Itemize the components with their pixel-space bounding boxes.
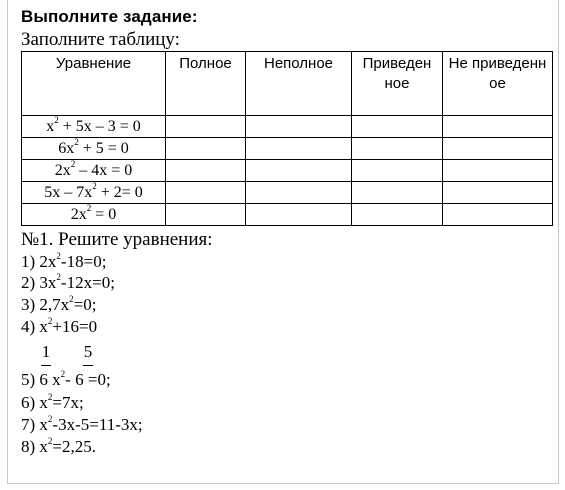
equation-cell: $6x^2 + 5 = 0$ xyxy=(22,138,166,160)
answer-cell[interactable] xyxy=(246,160,352,182)
answer-cell[interactable] xyxy=(246,182,352,204)
answer-cell[interactable] xyxy=(443,116,553,138)
header-equation: Уравнение xyxy=(22,52,166,116)
equation-cell: $2x^2 = 0$ xyxy=(22,204,166,226)
table-row xyxy=(22,138,553,160)
answer-cell[interactable] xyxy=(352,138,443,160)
answer-cell[interactable] xyxy=(166,138,246,160)
answer-cell[interactable] xyxy=(166,204,246,226)
header-incomplete: Неполное xyxy=(246,52,352,116)
equation-item: 5) 6 $x^2-$ 6 =0; xyxy=(21,369,111,389)
answer-cell[interactable] xyxy=(443,182,553,204)
equation-item: 4) $x^2+16=0$ xyxy=(21,316,98,336)
equation-cell: $x^2 + 5x - 3 = 0$ xyxy=(22,116,166,138)
answer-cell[interactable] xyxy=(352,182,443,204)
equation-item: 6) $x^2=7x$; xyxy=(21,392,84,412)
table-row xyxy=(22,160,553,182)
table-instruction: Заполните таблицу: xyxy=(21,29,180,50)
table-header-row xyxy=(22,52,553,116)
answer-cell[interactable] xyxy=(166,160,246,182)
answer-cell[interactable] xyxy=(246,138,352,160)
assignment-heading: Выполните задание: xyxy=(21,7,198,26)
answer-cell[interactable] xyxy=(166,116,246,138)
answer-cell[interactable] xyxy=(352,116,443,138)
equation-cell: $5x - 7x^2 + 2= 0$ xyxy=(22,182,166,204)
answer-cell[interactable] xyxy=(246,204,352,226)
answer-cell[interactable] xyxy=(352,160,443,182)
answer-cell[interactable] xyxy=(443,160,553,182)
table-row xyxy=(22,204,553,226)
equation-item: 7) $x^2-3x-5=11-3x$; xyxy=(21,414,143,434)
equation-cell: $2x^2 - 4x = 0$ xyxy=(22,160,166,182)
equation-item: 8) $x^2=2,25$. xyxy=(21,436,97,456)
equation-item: 2) $3x^2-12x=0$; xyxy=(21,272,115,292)
header-reduced: Приведен ное xyxy=(352,52,443,116)
answer-cell[interactable] xyxy=(443,138,553,160)
fraction-numerator: 1 xyxy=(41,342,51,361)
fraction-bar xyxy=(83,365,93,366)
task-title: №1. Решите уравнения: xyxy=(21,229,213,250)
answer-cell[interactable] xyxy=(443,204,553,226)
equation-item: 3) $2,7x^2=0$; xyxy=(21,294,97,314)
equation-item: 1) $2x^2-18=0$; xyxy=(21,251,107,271)
table-row xyxy=(22,116,553,138)
fraction-bar xyxy=(41,365,51,366)
table-row xyxy=(22,182,553,204)
header-complete: Полное xyxy=(166,52,246,116)
header-not-reduced: Не приведенн ое xyxy=(443,52,553,116)
answer-cell[interactable] xyxy=(352,204,443,226)
fraction-numerator: 5 xyxy=(83,342,93,361)
answer-cell[interactable] xyxy=(246,116,352,138)
classification-table xyxy=(21,51,553,226)
answer-cell[interactable] xyxy=(166,182,246,204)
